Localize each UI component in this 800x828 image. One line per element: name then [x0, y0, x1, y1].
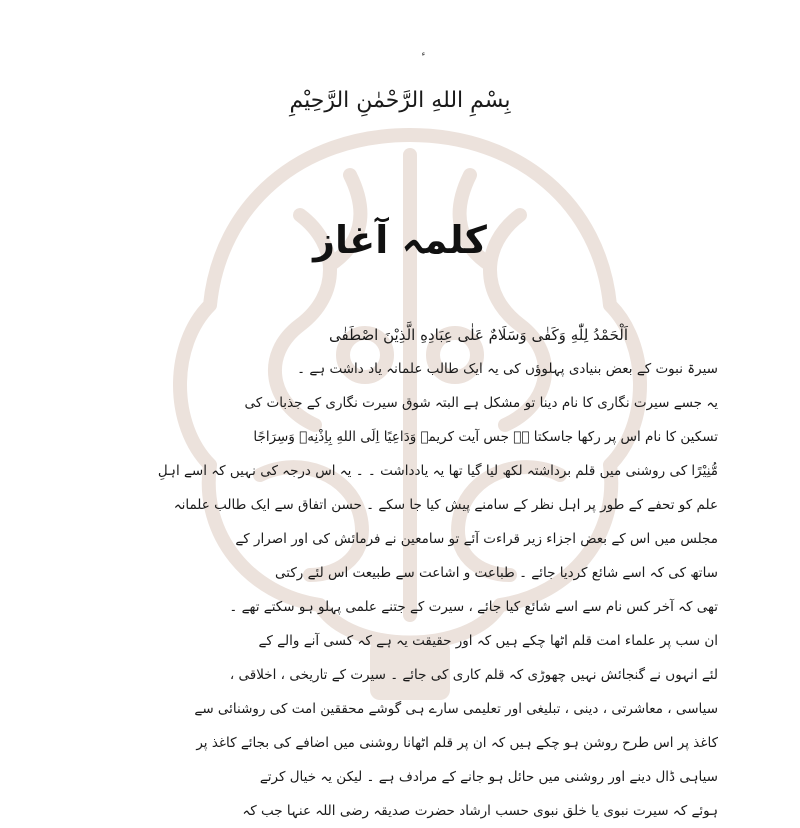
text-line: سیرۃ نبوت کے بعض بنیادی پہلوؤں کی یہ ایک طالب علمانہ یاد داشت ہے ۔: [297, 361, 718, 377]
text-line: تسکین کا نام اس پر رکھا جاسکتا ہے جس آیت کریمہ وَدَاعِیًا اِلَی اللهِ بِاِذْنِهٖ وَسِرَاجًا: [253, 429, 718, 445]
text-line: سیاسی ، معاشرتی ، دینی ، تبلیغی اور تعلیمی سارے ہی گوشے محققین امت کی روشنائی سے: [194, 701, 718, 717]
text-line: کاغذ پر اس طرح روشن ہو چکے ہیں کہ ان پر قلم اٹھانا روشنی میں اضافے کی بجائے کاغذ پر: [196, 735, 718, 751]
text-line: لئے انہوں نے گنجائش نہیں چھوڑی کہ قلم کاری کی جائے ۔ سیرت کے تاریخی ، اخلاقی ،: [229, 667, 718, 683]
text-line: تھی کہ آخر کس نام سے اسے شائع کیا جائے ، سیرت کے جتنے علمی پہلو ہو سکتے تھے ۔: [229, 599, 718, 615]
text-line: علم کو تحفے کے طور پر اہل نظر کے سامنے پیش کیا جا سکے ۔ حسن اتفاق سے ایک طالب علمانہ: [173, 497, 718, 513]
text-line: یہ جسے سیرت نگاری کا نام دینا تو مشکل ہے البتہ شوق سیرت نگاری کے جذبات کی: [244, 395, 718, 411]
text-line: ساتھ کی کہ اسے شائع کردیا جائے ۔ طباعت و اشاعت سے طبیعت اس لئے رکتی: [275, 565, 718, 581]
text-line: ان سب پر علماء امت قلم اٹھا چکے ہیں کہ اور حقیقت یہ ہے کہ کسی آنے والے کے: [258, 633, 718, 649]
text-line: اَلْحَمْدُ لِلّٰهِ وَکَفٰی وَسَلَامٌ عَلٰی عِبَادِهِ الَّذِیْنَ اصْطَفٰی: [329, 326, 628, 344]
text-line: مُّنِیْرًا کی روشنی میں قلم برداشتہ لکھ لیا گیا تھا یہ یادداشت ۔ ۔ یہ اس درجہ کی نہیں کہ اسے اہلِ: [157, 463, 718, 479]
text-line: سیاہی ڈال دینے اور روشنی میں حائل ہو جانے کے مرادف ہے ۔ لیکن یہ خیال کرتے: [259, 769, 718, 785]
text-line: مجلس میں اس کے بعض اجزاء زیر قراءت آئے تو سامعین نے فرمائش کی اور اصرار کے: [235, 531, 718, 547]
body-text: [108, 318, 718, 828]
text-line: ہوئے کہ سیرت نبوی یا خلق نبوی حسب ارشاد حضرت صدیقہ رضی اللہ عنہا جب کہ: [242, 803, 718, 819]
page-title: کلمہ آغاز: [313, 218, 487, 262]
bismillah-heading: بِسْمِ اللهِ الرَّحْمٰنِ الرَّحِیْمِ: [289, 88, 511, 113]
